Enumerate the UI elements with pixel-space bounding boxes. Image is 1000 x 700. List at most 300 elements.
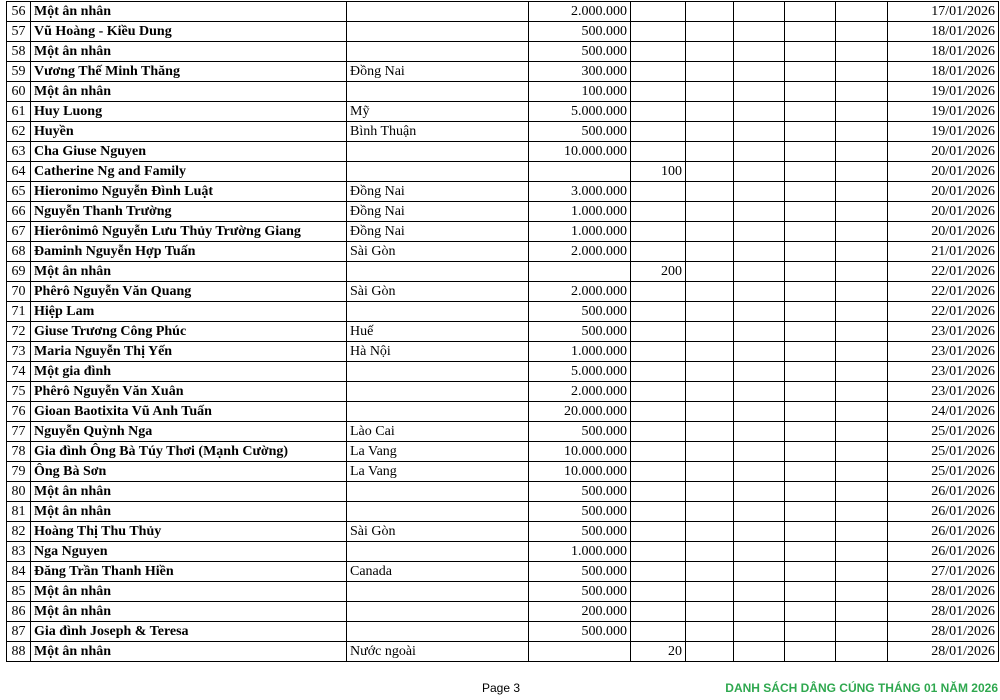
amount-usd (631, 562, 686, 582)
donor-place (347, 402, 529, 422)
donation-date: 25/01/2026 (888, 442, 999, 462)
empty-cell (734, 22, 785, 42)
amount-vnd: 2.000.000 (529, 2, 631, 22)
empty-cell (734, 622, 785, 642)
amount-usd (631, 142, 686, 162)
amount-usd (631, 242, 686, 262)
table-row (7, 402, 999, 422)
empty-cell (734, 2, 785, 22)
donor-place (347, 142, 529, 162)
empty-cell (734, 562, 785, 582)
empty-cell (686, 82, 734, 102)
empty-cell (686, 302, 734, 322)
donor-place (347, 82, 529, 102)
empty-cell (785, 462, 836, 482)
row-number: 79 (7, 462, 31, 482)
empty-cell (785, 562, 836, 582)
amount-vnd: 500.000 (529, 502, 631, 522)
amount-usd (631, 62, 686, 82)
amount-usd: 20 (631, 642, 686, 662)
empty-cell (734, 402, 785, 422)
donation-date: 23/01/2026 (888, 382, 999, 402)
empty-cell (686, 62, 734, 82)
donor-place (347, 482, 529, 502)
donor-place: La Vang (347, 442, 529, 462)
empty-cell (686, 622, 734, 642)
donation-date: 20/01/2026 (888, 162, 999, 182)
donor-place: Mỹ (347, 102, 529, 122)
empty-cell (785, 322, 836, 342)
donor-name: Catherine Ng and Family (31, 162, 347, 182)
amount-usd (631, 202, 686, 222)
empty-cell (686, 282, 734, 302)
empty-cell (836, 42, 888, 62)
table-row (7, 182, 999, 202)
empty-cell (785, 22, 836, 42)
empty-cell (785, 602, 836, 622)
table-row (7, 282, 999, 302)
donation-date: 23/01/2026 (888, 322, 999, 342)
row-number: 85 (7, 582, 31, 602)
empty-cell (734, 142, 785, 162)
empty-cell (686, 582, 734, 602)
donor-place: Sài Gòn (347, 242, 529, 262)
table-row (7, 462, 999, 482)
row-number: 78 (7, 442, 31, 462)
amount-usd (631, 522, 686, 542)
amount-vnd: 10.000.000 (529, 462, 631, 482)
donor-name: Một gia đình (31, 362, 347, 382)
empty-cell (734, 262, 785, 282)
donation-date: 23/01/2026 (888, 342, 999, 362)
empty-cell (785, 2, 836, 22)
table-row (7, 162, 999, 182)
amount-vnd: 10.000.000 (529, 142, 631, 162)
amount-vnd: 500.000 (529, 582, 631, 602)
donor-name: Một ân nhân (31, 502, 347, 522)
empty-cell (785, 302, 836, 322)
donor-name: Nguyễn Thanh Trường (31, 202, 347, 222)
amount-vnd: 500.000 (529, 562, 631, 582)
empty-cell (785, 622, 836, 642)
empty-cell (836, 202, 888, 222)
donor-place: Đồng Nai (347, 182, 529, 202)
empty-cell (686, 482, 734, 502)
donor-name: Hoàng Thị Thu Thủy (31, 522, 347, 542)
donation-date: 24/01/2026 (888, 402, 999, 422)
row-number: 65 (7, 182, 31, 202)
empty-cell (836, 442, 888, 462)
donation-date: 20/01/2026 (888, 222, 999, 242)
row-number: 66 (7, 202, 31, 222)
donation-date: 18/01/2026 (888, 62, 999, 82)
donor-place: Canada (347, 562, 529, 582)
empty-cell (734, 282, 785, 302)
amount-vnd: 2.000.000 (529, 282, 631, 302)
donation-date: 26/01/2026 (888, 482, 999, 502)
empty-cell (686, 342, 734, 362)
empty-cell (836, 2, 888, 22)
donor-place (347, 542, 529, 562)
donation-date: 20/01/2026 (888, 142, 999, 162)
donor-name: Một ân nhân (31, 42, 347, 62)
donor-place: Nước ngoài (347, 642, 529, 662)
donor-place: Bình Thuận (347, 122, 529, 142)
empty-cell (686, 642, 734, 662)
empty-cell (686, 42, 734, 62)
amount-usd (631, 182, 686, 202)
row-number: 82 (7, 522, 31, 542)
donor-place (347, 302, 529, 322)
amount-vnd: 1.000.000 (529, 342, 631, 362)
row-number: 80 (7, 482, 31, 502)
donor-place: Huế (347, 322, 529, 342)
empty-cell (836, 282, 888, 302)
donor-name: Huyền (31, 122, 347, 142)
donation-date: 28/01/2026 (888, 602, 999, 622)
amount-vnd: 10.000.000 (529, 442, 631, 462)
table-row (7, 622, 999, 642)
amount-usd (631, 2, 686, 22)
empty-cell (836, 402, 888, 422)
empty-cell (686, 22, 734, 42)
amount-vnd: 500.000 (529, 302, 631, 322)
empty-cell (734, 442, 785, 462)
row-number: 62 (7, 122, 31, 142)
empty-cell (785, 62, 836, 82)
empty-cell (785, 122, 836, 142)
amount-usd (631, 602, 686, 622)
donor-name: Nguyễn Quỳnh Nga (31, 422, 347, 442)
empty-cell (734, 342, 785, 362)
row-number: 86 (7, 602, 31, 622)
empty-cell (686, 222, 734, 242)
empty-cell (785, 382, 836, 402)
donor-name: Một ân nhân (31, 262, 347, 282)
empty-cell (836, 302, 888, 322)
empty-cell (836, 582, 888, 602)
row-number: 58 (7, 42, 31, 62)
empty-cell (734, 82, 785, 102)
empty-cell (734, 102, 785, 122)
donor-name: Nga Nguyen (31, 542, 347, 562)
empty-cell (785, 102, 836, 122)
empty-cell (836, 22, 888, 42)
row-number: 75 (7, 382, 31, 402)
donor-name: Một ân nhân (31, 482, 347, 502)
row-number: 71 (7, 302, 31, 322)
table-row (7, 522, 999, 542)
amount-vnd: 500.000 (529, 22, 631, 42)
donor-name: Một ân nhân (31, 82, 347, 102)
empty-cell (686, 242, 734, 262)
donor-place (347, 162, 529, 182)
empty-cell (836, 142, 888, 162)
empty-cell (785, 482, 836, 502)
empty-cell (686, 402, 734, 422)
donation-date: 23/01/2026 (888, 362, 999, 382)
donor-place (347, 602, 529, 622)
empty-cell (686, 202, 734, 222)
empty-cell (785, 522, 836, 542)
table-row (7, 22, 999, 42)
table-row (7, 542, 999, 562)
donation-date: 19/01/2026 (888, 82, 999, 102)
row-number: 57 (7, 22, 31, 42)
donation-date: 18/01/2026 (888, 42, 999, 62)
donor-name: Một ân nhân (31, 642, 347, 662)
empty-cell (836, 82, 888, 102)
amount-vnd: 1.000.000 (529, 542, 631, 562)
donation-date: 27/01/2026 (888, 562, 999, 582)
empty-cell (785, 422, 836, 442)
empty-cell (686, 602, 734, 622)
table-row (7, 142, 999, 162)
empty-cell (686, 422, 734, 442)
amount-vnd: 500.000 (529, 482, 631, 502)
donation-date: 22/01/2026 (888, 302, 999, 322)
table-row (7, 642, 999, 662)
empty-cell (734, 162, 785, 182)
empty-cell (785, 502, 836, 522)
empty-cell (836, 622, 888, 642)
table-row (7, 482, 999, 502)
amount-usd (631, 462, 686, 482)
donation-date: 21/01/2026 (888, 242, 999, 262)
amount-vnd: 300.000 (529, 62, 631, 82)
amount-usd (631, 442, 686, 462)
table-row (7, 422, 999, 442)
row-number: 83 (7, 542, 31, 562)
row-number: 59 (7, 62, 31, 82)
amount-usd (631, 42, 686, 62)
donation-date: 20/01/2026 (888, 202, 999, 222)
empty-cell (836, 642, 888, 662)
empty-cell (734, 182, 785, 202)
donor-name: Hiệp Lam (31, 302, 347, 322)
table-row (7, 62, 999, 82)
amount-usd (631, 322, 686, 342)
row-number: 70 (7, 282, 31, 302)
donor-name: Cha Giuse Nguyen (31, 142, 347, 162)
donor-place (347, 362, 529, 382)
row-number: 81 (7, 502, 31, 522)
table-row (7, 122, 999, 142)
donor-name: Hierônimô Nguyễn Lưu Thủy Trường Giang (31, 222, 347, 242)
amount-vnd: 500.000 (529, 122, 631, 142)
donation-date: 22/01/2026 (888, 262, 999, 282)
amount-vnd: 500.000 (529, 322, 631, 342)
empty-cell (686, 382, 734, 402)
table-row (7, 222, 999, 242)
amount-usd (631, 542, 686, 562)
empty-cell (785, 262, 836, 282)
empty-cell (686, 522, 734, 542)
donor-name: Gia đình Joseph & Teresa (31, 622, 347, 642)
donor-place: La Vang (347, 462, 529, 482)
table-row (7, 2, 999, 22)
empty-cell (785, 402, 836, 422)
empty-cell (686, 362, 734, 382)
amount-vnd: 2.000.000 (529, 242, 631, 262)
empty-cell (836, 242, 888, 262)
donor-place (347, 22, 529, 42)
amount-usd (631, 402, 686, 422)
empty-cell (836, 422, 888, 442)
empty-cell (785, 42, 836, 62)
donor-name: Vũ Hoàng - Kiều Dung (31, 22, 347, 42)
empty-cell (734, 382, 785, 402)
amount-vnd (529, 262, 631, 282)
empty-cell (785, 142, 836, 162)
row-number: 84 (7, 562, 31, 582)
row-number: 56 (7, 2, 31, 22)
empty-cell (734, 482, 785, 502)
amount-vnd (529, 642, 631, 662)
empty-cell (785, 162, 836, 182)
donor-name: Một ân nhân (31, 2, 347, 22)
amount-vnd: 1.000.000 (529, 202, 631, 222)
amount-vnd: 2.000.000 (529, 382, 631, 402)
empty-cell (785, 642, 836, 662)
empty-cell (734, 502, 785, 522)
amount-usd (631, 582, 686, 602)
amount-vnd: 500.000 (529, 622, 631, 642)
table-row (7, 242, 999, 262)
amount-usd (631, 22, 686, 42)
donation-date: 28/01/2026 (888, 582, 999, 602)
empty-cell (734, 62, 785, 82)
donor-place: Lào Cai (347, 422, 529, 442)
row-number: 64 (7, 162, 31, 182)
amount-usd (631, 282, 686, 302)
donor-name: Ông Bà Sơn (31, 462, 347, 482)
empty-cell (785, 202, 836, 222)
donation-date: 25/01/2026 (888, 462, 999, 482)
empty-cell (836, 562, 888, 582)
amount-usd: 100 (631, 162, 686, 182)
empty-cell (686, 102, 734, 122)
empty-cell (836, 262, 888, 282)
empty-cell (836, 122, 888, 142)
amount-usd (631, 342, 686, 362)
donor-place (347, 502, 529, 522)
empty-cell (836, 162, 888, 182)
donation-date: 18/01/2026 (888, 22, 999, 42)
amount-vnd: 500.000 (529, 522, 631, 542)
table-row (7, 342, 999, 362)
row-number: 76 (7, 402, 31, 422)
donor-place: Đồng Nai (347, 222, 529, 242)
donor-name: Đăng Trần Thanh Hiền (31, 562, 347, 582)
empty-cell (734, 602, 785, 622)
amount-vnd: 20.000.000 (529, 402, 631, 422)
empty-cell (734, 222, 785, 242)
empty-cell (836, 542, 888, 562)
donation-date: 19/01/2026 (888, 102, 999, 122)
donor-name: Một ân nhân (31, 602, 347, 622)
donor-name: Một ân nhân (31, 582, 347, 602)
table-row (7, 42, 999, 62)
empty-cell (734, 322, 785, 342)
empty-cell (734, 422, 785, 442)
empty-cell (686, 182, 734, 202)
amount-vnd: 3.000.000 (529, 182, 631, 202)
empty-cell (836, 382, 888, 402)
empty-cell (734, 462, 785, 482)
empty-cell (734, 362, 785, 382)
row-number: 69 (7, 262, 31, 282)
empty-cell (686, 462, 734, 482)
page-number: Page 3 (482, 681, 521, 695)
empty-cell (734, 242, 785, 262)
empty-cell (734, 42, 785, 62)
donor-name: Gia đình Ông Bà Túy Thơi (Mạnh Cường) (31, 442, 347, 462)
donor-place (347, 582, 529, 602)
table-row (7, 322, 999, 342)
amount-vnd: 5.000.000 (529, 102, 631, 122)
table-row (7, 82, 999, 102)
donor-place: Sài Gòn (347, 522, 529, 542)
donation-date: 28/01/2026 (888, 622, 999, 642)
donor-place: Đồng Nai (347, 202, 529, 222)
amount-usd (631, 302, 686, 322)
empty-cell (836, 342, 888, 362)
empty-cell (686, 322, 734, 342)
amount-usd (631, 82, 686, 102)
donor-place (347, 382, 529, 402)
donor-place: Đồng Nai (347, 62, 529, 82)
empty-cell (686, 2, 734, 22)
table-row (7, 502, 999, 522)
empty-cell (836, 502, 888, 522)
empty-cell (785, 582, 836, 602)
row-number: 68 (7, 242, 31, 262)
donor-place: Sài Gòn (347, 282, 529, 302)
donor-place (347, 262, 529, 282)
empty-cell (785, 362, 836, 382)
empty-cell (785, 182, 836, 202)
donation-date: 26/01/2026 (888, 542, 999, 562)
empty-cell (836, 462, 888, 482)
donor-name: Maria Nguyễn Thị Yến (31, 342, 347, 362)
donor-name: Vương Thế Minh Thăng (31, 62, 347, 82)
empty-cell (734, 302, 785, 322)
amount-vnd (529, 162, 631, 182)
empty-cell (836, 482, 888, 502)
empty-cell (785, 82, 836, 102)
empty-cell (686, 122, 734, 142)
amount-vnd: 5.000.000 (529, 362, 631, 382)
donor-name: Giuse Trương Công Phúc (31, 322, 347, 342)
row-number: 60 (7, 82, 31, 102)
donor-place (347, 622, 529, 642)
donation-date: 26/01/2026 (888, 502, 999, 522)
table-row (7, 202, 999, 222)
table-row (7, 382, 999, 402)
document-title: DANH SÁCH DÂNG CÚNG THÁNG 01 NĂM 2026 (725, 681, 998, 695)
donor-place: Hà Nội (347, 342, 529, 362)
amount-vnd: 100.000 (529, 82, 631, 102)
amount-usd (631, 122, 686, 142)
table-row (7, 302, 999, 322)
empty-cell (785, 242, 836, 262)
row-number: 88 (7, 642, 31, 662)
row-number: 87 (7, 622, 31, 642)
empty-cell (686, 442, 734, 462)
table-row (7, 262, 999, 282)
empty-cell (686, 162, 734, 182)
